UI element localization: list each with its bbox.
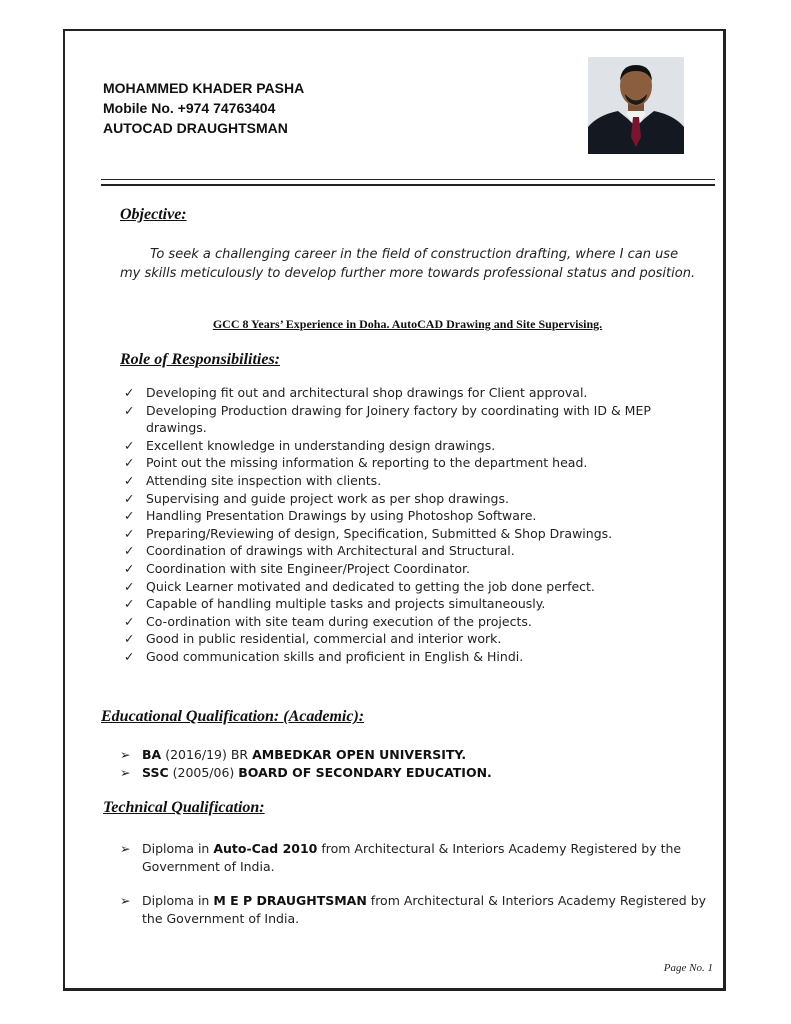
list-item: ✓ Developing fit out and architectural shop drawings for Client approval.	[124, 385, 588, 400]
list-item: ✓ Handling Presentation Drawings by using Photoshop Software.	[124, 508, 537, 524]
list-item: ✓ Coordination with site Engineer/Project Coordinator.	[124, 560, 470, 576]
list-item: ✓ Excellent knowledge in understanding design drawings.	[124, 437, 496, 453]
list-item: ✓ Quick Learner motivated and dedicated to getting the job done perfect.	[124, 578, 595, 594]
checkmark-icon: ✓	[124, 596, 135, 612]
header-divider-thick	[101, 184, 715, 186]
list-item: ➢ SSC (2005/06) BOARD OF SECONDARY EDUCATION.	[120, 765, 492, 780]
header-divider-thin	[101, 179, 715, 180]
profile-photo-illustration	[588, 57, 684, 154]
header-block	[103, 78, 304, 138]
checkmark-icon: ✓	[124, 402, 135, 418]
list-item: ✓ Supervising and guide project work as per shop drawings.	[124, 490, 509, 506]
checkmark-icon: ✓	[124, 648, 135, 664]
list-item: ✓ Preparing/Reviewing of design, Specification, Submitted & Shop Drawings.	[124, 525, 613, 541]
profile-photo	[588, 57, 684, 154]
experience-summary: GCC 8 Years’ Experience in Doha. AutoCAD Drawing and Site Supervising.	[212, 317, 603, 331]
responsibilities-list	[124, 384, 704, 666]
job-title: AUTOCAD DRAUGHTSMAN	[103, 120, 288, 136]
responsibilities-heading: Role of Responsibilities:	[120, 351, 280, 368]
list-item: ➢ Diploma in Auto-Cad 2010 from Architectural & Interiors Academy Registered by the Government of India.	[120, 841, 682, 874]
list-item: ✓ Good in public residential, commercial and interior work.	[124, 631, 502, 647]
checkmark-icon: ✓	[124, 437, 135, 453]
checkmark-icon: ✓	[124, 631, 135, 647]
education-heading: Educational Qualification: (Academic):	[101, 708, 365, 725]
checkmark-icon: ✓	[124, 472, 135, 488]
arrow-bullet-icon: ➢	[120, 765, 131, 780]
list-item: ✓ Point out the missing information & reporting to the department head.	[124, 455, 588, 471]
list-item: ➢ BA (2016/19) BR AMBEDKAR OPEN UNIVERSITY.	[120, 747, 467, 762]
arrow-bullet-icon: ➢	[120, 747, 131, 762]
checkmark-icon: ✓	[124, 578, 135, 594]
checkmark-icon: ✓	[124, 613, 135, 629]
list-item: ✓ Attending site inspection with clients.	[124, 472, 382, 488]
checkmark-icon: ✓	[124, 490, 135, 506]
list-item: ✓ Good communication skills and proficient in English & Hindi.	[124, 648, 524, 664]
list-item: ✓ Coordination of drawings with Architectural and Structural.	[124, 543, 515, 559]
technical-list	[120, 840, 715, 928]
objective-heading: Objective:	[120, 206, 187, 223]
candidate-name: MOHAMMED KHADER PASHA	[103, 80, 305, 96]
list-item: ✓ Capable of handling multiple tasks and projects simultaneously.	[124, 596, 546, 612]
page-number: Page No. 1	[663, 962, 713, 974]
checkmark-icon: ✓	[124, 560, 135, 576]
arrow-bullet-icon: ➢	[120, 893, 131, 908]
list-item: ✓ Developing Production drawing for Joinery factory by coordinating with ID & MEP drawings.	[124, 402, 651, 436]
objective-text: To seek a challenging career in the field of construction drafting, where I can use my skills meticulously to develop further more towards professional status and position.	[120, 247, 696, 281]
checkmark-icon: ✓	[124, 543, 135, 559]
education-list	[120, 746, 710, 782]
list-item: ✓ Co-ordination with site team during execution of the projects.	[124, 613, 532, 629]
checkmark-icon: ✓	[124, 385, 135, 400]
checkmark-icon: ✓	[124, 455, 135, 471]
checkmark-icon: ✓	[124, 508, 135, 524]
mobile-number: Mobile No. +974 74763404	[103, 100, 276, 116]
technical-heading: Technical Qualification:	[103, 799, 265, 816]
arrow-bullet-icon: ➢	[120, 841, 131, 856]
checkmark-icon: ✓	[124, 525, 135, 541]
list-item: ➢ Diploma in M E P DRAUGHTSMAN from Architectural & Interiors Academy Registered by the Government of India.	[120, 893, 707, 926]
